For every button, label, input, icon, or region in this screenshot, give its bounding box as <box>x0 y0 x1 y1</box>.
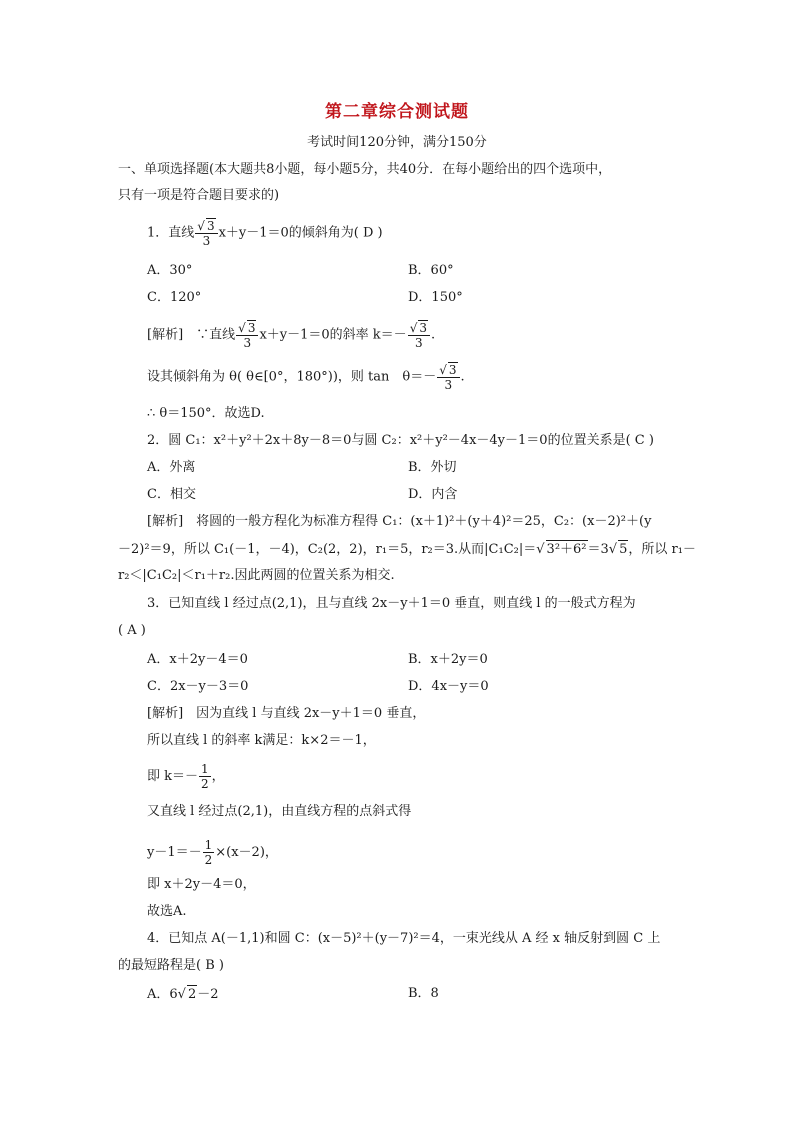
q3-solution-line1: [解析] 因为直线 l 与直线 2x－y＋1＝0 垂直， <box>147 706 426 721</box>
q3-solution-line5: y－1＝－ $\frac{1}{2}$ ×(x－2)， <box>147 838 278 867</box>
q2-option-a: A．外离 <box>147 460 196 475</box>
q1-option-b: B．60° <box>408 263 454 278</box>
q3-solution-line7: 故选A. <box>147 904 187 919</box>
section-instructions-line2: 只有一项是符合题目要求的) <box>118 188 280 203</box>
q1-option-a: A．30° <box>147 263 193 278</box>
q1-option-c: C．120° <box>147 290 202 305</box>
section-instructions-line1: 一、单项选择题(本大题共8小题，每小题5分，共40分．在每小题给出的四个选项中， <box>118 162 612 177</box>
q2-option-d: D．内含 <box>408 487 458 502</box>
q3-option-d: D．4x－y＝0 <box>408 679 489 694</box>
q3-option-a: A．x＋2y－4＝0 <box>147 652 248 667</box>
q1-solution-line2: 设其倾斜角为 θ( θ∈[0°，180°))，则 tan θ＝－ $\frac{√ 3}{3}$ . <box>147 363 465 392</box>
q2-stem: 2．圆 C₁：x²＋y²＋2x＋8y－8＝0与圆 C₂：x²＋y²－4x－4y－1＝0的位置关系是( C ) <box>147 433 654 448</box>
q3-stem-line1: 3．已知直线 l 经过点(2,1)，且与直线 2x－y＋1＝0 垂直，则直线 l 的一般式方程为 <box>147 596 636 611</box>
q1-option-d: D．150° <box>408 290 463 305</box>
q3-solution-line2: 所以直线 l 的斜率 k满足：k×2＝－1， <box>147 733 376 748</box>
q2-option-c: C．相交 <box>147 487 196 502</box>
q3-option-c: C．2x－y－3＝0 <box>147 679 249 694</box>
q1-stem: 1．直线 $\frac{√ 3}{3}$ x＋y－1＝0的倾斜角为( D ) <box>147 219 383 248</box>
q1-fraction: $\frac{√ 3}{3}$ <box>195 218 217 248</box>
q1-solution-line1: [解析] ∵直线 $\frac{√ 3}{3}$ x＋y－1＝0的斜率 k＝－ $\frac{√ 3}{3}$ . <box>147 321 436 350</box>
q4-stem-line2: 的最短路程是( B ) <box>118 958 224 973</box>
q4-option-b: B．8 <box>408 986 439 1001</box>
q3-solution-line3: 即 k＝－ $\frac{1}{2}$ ， <box>147 762 225 791</box>
q3-solution-line6: 即 x＋2y－4＝0， <box>147 877 256 892</box>
q1-solution-line3: ∴ θ＝150°．故选D. <box>147 406 265 421</box>
q3-stem-line2: ( A ) <box>118 623 146 638</box>
page-title: 第二章综合测试题 <box>325 102 469 122</box>
q4-stem-line1: 4．已知点 A(－1,1)和圆 C：(x－5)²＋(y－7)²＝4，一束光线从 A 经 x 轴反射到圆 C 上 <box>147 931 661 946</box>
q4-option-a: A．6√ 2－2 <box>147 987 219 1002</box>
q2-solution-line1: [解析] 将圆的一般方程化为标准方程得 C₁：(x＋1)²＋(y＋4)²＝25，C₂：(x－2)²＋(y <box>147 514 652 529</box>
exam-info: 考试时间120分钟，满分150分 <box>307 135 487 150</box>
q2-solution-line3: r₂＜|C₁C₂|＜r₁＋r₂.因此两圆的位置关系为相交. <box>118 568 395 583</box>
q3-option-b: B．x＋2y＝0 <box>408 652 488 667</box>
q2-solution-line2: －2)²＝9，所以 C₁(－1，－4)，C₂(2，2)，r₁＝5，r₂＝3.从而|C₁C₂|＝√ 3²＋6²＝3√ 5，所以 r₁－ <box>118 542 696 557</box>
q2-option-b: B．外切 <box>408 460 457 475</box>
q3-solution-line4: 又直线 l 经过点(2,1)，由直线方程的点斜式得 <box>147 804 412 819</box>
